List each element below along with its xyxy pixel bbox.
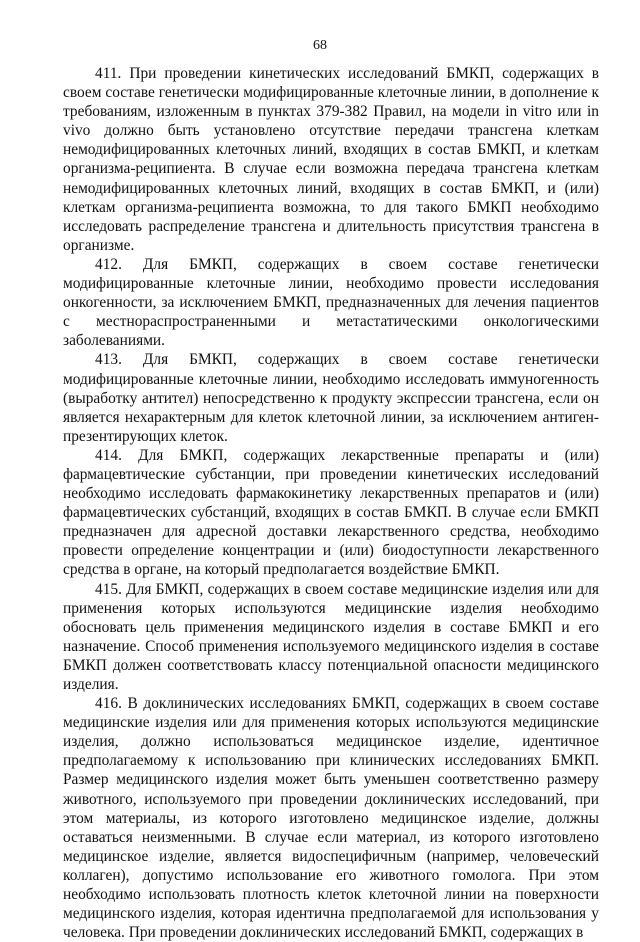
paragraph-412: 412. Для БМКП, содержащих в своем составе генетически модифицированные клеточные линии, необходимо провести исследования онкогенности, за исключением БМКП, предназначенных для лечения пациентов с местнораспространенными и метастатическими онкологическими заболеваниями. <box>63 255 599 350</box>
paragraph-416: 416. В доклинических исследованиях БМКП, содержащих в своем составе медицинские изделия или для применения которых используются медицинские изделия, должно использоваться медицинское изделие, идентичное предполагаемому к использованию при клинических исследованиях БМКП. Размер медицинского изделия может быть уменьшен соответственно размеру животного, используемого при проведении доклинических исследований, при этом материалы, из которого изготовлено медицинское изделие, должны оставаться неизменными. В случае если материал, из которого изготовлено медицинское изделие, является видоспецифичным (например, человеческий коллаген), допустимо использование его животного гомолога. При этом необходимо использовать плотность клеток клеточной линии на поверхности медицинского изделия, которая идентична предполагаемой для использования у человека. При проведении доклинических исследований БМКП, содержащих в <box>63 695 599 942</box>
document-body <box>63 64 599 942</box>
paragraph-415: 415. Для БМКП, содержащих в своем составе медицинские изделия или для применения которых используются медицинские изделия необходимо обосновать цель применения медицинского изделия в составе БМКП и его назначение. Способ применения используемого медицинского изделия в составе БМКП должен соответствовать классу потенциальной опасности медицинского изделия. <box>63 580 599 693</box>
paragraph-411: 411. При проведении кинетических исследований БМКП, содержащих в своем составе генетически модифицированные клеточные линии, в дополнение к требованиям, изложенным в пунктах 379-382 Правил, на модели in vitro или in vivo должно быть установлено отсутствие передачи трансгена клеткам немодифицированных клеточных линий, входящих в состав БМКП, и клеткам организма-реципиента. В случае если возможна передача трансгена клеткам немодифицированных клеточных линий, входящих в состав БМКП, и (или) клеткам организма-реципиента возможна, то для такого БМКП необходимо исследовать распределение трансгена и длительность присутствия трансгена в организме. <box>63 65 599 254</box>
page-number: 68 <box>313 38 327 53</box>
paragraph-414: 414. Для БМКП, содержащих лекарственные препараты и (или) фармацевтические субстанции, при проведении кинетических исследований необходимо исследовать фармакокинетику лекарственных препаратов и (или) фармацевтических субстанций, входящих в состав БМКП. В случае если БМКП предназначен для адресной доставки лекарственного средства, необходимо провести определение концентрации и (или) биодоступности лекарственного средства в органе, на который предполагается воздействие БМКП. <box>63 446 599 579</box>
paragraph-413: 413. Для БМКП, содержащих в своем составе генетически модифицированные клеточные линии, необходимо исследовать иммуногенность (выработку антител) непосредственно к продукту экспрессии трансгена, если он является нехарактерным для клеток клеточной линии, за исключением антиген-презентирующих клеток. <box>63 351 599 445</box>
